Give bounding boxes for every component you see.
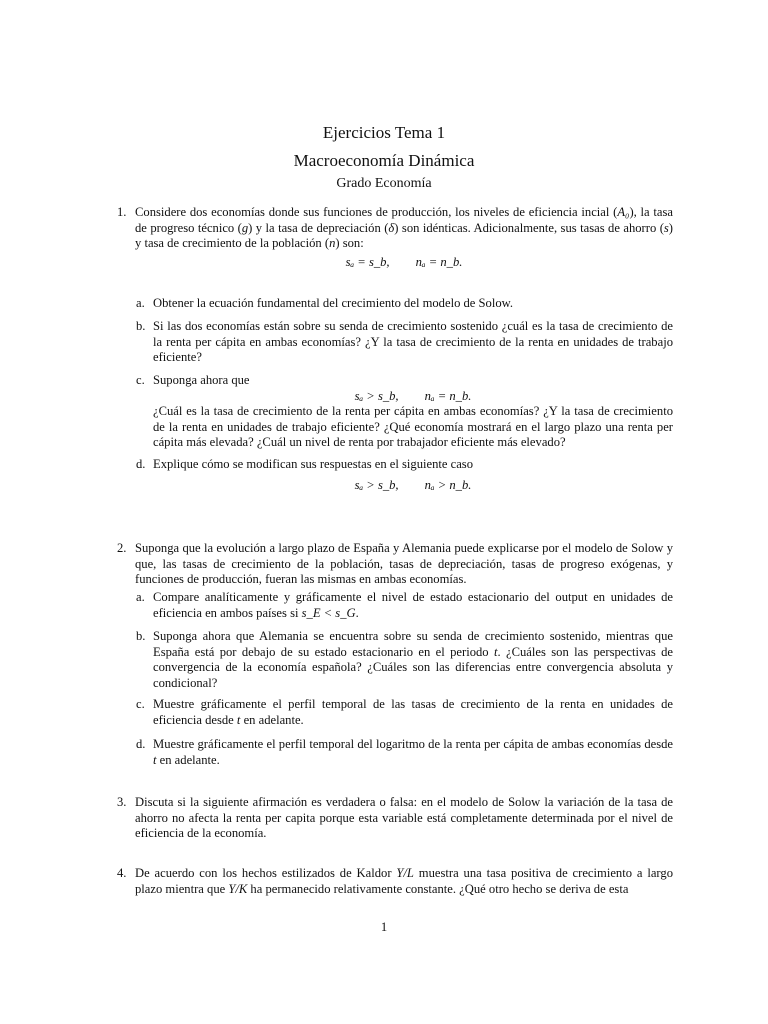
item-text [153, 629, 673, 691]
text-segment: ) son idénticas. Adicionalmente, sus tasas de ahorro ( [394, 220, 664, 235]
question-2a [136, 590, 673, 621]
text-segment: . [355, 605, 359, 620]
equation-part: nₐ > n_b. [424, 477, 472, 492]
math-symbol: Y/K [228, 881, 248, 896]
item-label: c. [136, 373, 145, 387]
text-segment: ha permanecido relativamente constante. ¿Qué otro hecho se deriva de esta [247, 881, 629, 896]
equation [153, 389, 673, 405]
math-symbol: t [493, 644, 498, 659]
question-number: 4. [117, 866, 127, 880]
question-number: 2. [117, 541, 127, 555]
item-body: ¿Cuál es la tasa de crecimiento de la renta per cápita en ambas economías? ¿Y la tasa de crecimiento de la renta en unidades de trabajo eficiente? ¿Qué economía mostrará en el largo plazo una renta per cápita más elevada? ¿Cuál un nivel de renta por trabajador eficiente más elevado? [153, 404, 673, 450]
equation-part: sₐ > s_b, [354, 477, 399, 492]
item-text [153, 697, 673, 728]
item-text [153, 457, 673, 493]
item-label: a. [136, 296, 145, 310]
math-symbol: A₀ [617, 205, 630, 219]
text-segment: ) son: [335, 236, 364, 251]
item-intro: Explique cómo se modifican sus respuestas en el siguiente caso [153, 457, 474, 471]
item-text [153, 590, 673, 621]
page-number: 1 [380, 920, 388, 934]
question-1c [136, 373, 673, 451]
question-text: Suponga que la evolución a largo plazo de España y Alemania puede explicarse por el modelo de Solow y que, las tasas de crecimiento de la población, tasas de depreciación, tasas de progreso exógenas, y funciones de producción, fueran las mismas en ambas economías. [135, 541, 673, 587]
text-segment: ) y tasa de crecimiento de la población ( [135, 220, 673, 251]
question-number: 1. [117, 205, 127, 219]
equation-part: nₐ = n_b. [415, 254, 463, 269]
equation-part: nₐ = n_b. [424, 388, 472, 403]
equation [153, 478, 673, 494]
item-text [153, 373, 673, 451]
item-label: b. [136, 319, 146, 333]
text-segment: Muestre gráficamente el perfil temporal del logaritmo de la renta per cápita de ambas economías desde [153, 737, 673, 751]
question-1a [136, 296, 673, 312]
math-symbol: g [241, 220, 249, 235]
document-title: Ejercicios Tema 1 [322, 123, 446, 142]
question-2d [136, 737, 673, 768]
item-label: c. [136, 697, 145, 711]
item-label: d. [136, 737, 146, 751]
item-text [153, 737, 673, 768]
question-2b [136, 629, 673, 691]
question-text: Discuta si la siguiente afirmación es verdadera o falsa: en el modelo de Solow la variación de la tasa de ahorro no afecta la renta per capita porque esta variable está completamente determinada por el nivel de eficiencia de la economía. [135, 795, 673, 841]
math-symbol: Y/L [396, 866, 414, 880]
question-2c [136, 697, 673, 728]
item-label: d. [136, 457, 146, 471]
equation [135, 255, 673, 271]
question-1d [136, 457, 673, 495]
text-segment: ), la tasa de progreso técnico ( [135, 205, 673, 235]
question-3 [117, 795, 673, 842]
question-text [135, 866, 673, 897]
item-label: b. [136, 629, 146, 643]
question-number: 3. [117, 795, 127, 809]
item-text: Obtener la ecuación fundamental del crecimiento del modelo de Solow. [153, 296, 514, 310]
math-symbol: t [153, 752, 157, 767]
math-symbol: δ [388, 220, 395, 235]
item-intro: Suponga ahora que [153, 373, 250, 387]
text-segment: Compare analíticamente y gráficamente el nivel de estado estacionario del output en unidades de eficiencia en ambos países si [153, 590, 673, 620]
item-label: a. [136, 590, 145, 604]
text-segment: en adelante. [156, 752, 220, 767]
math-symbol: t [236, 712, 241, 727]
text-segment: en adelante. [240, 712, 304, 727]
text-segment: . ¿Cuáles son las perspectivas de convergencia de la economía española? ¿Cuáles son las diferencias entre convergencia absoluta y condicional? [153, 644, 673, 690]
equation-part: sₐ = s_b, [345, 254, 390, 269]
document-subtitle: Macroeconomía Dinámica [293, 151, 475, 170]
math-symbol: n [329, 236, 336, 251]
course-name: Grado Economía [336, 176, 432, 191]
question-4 [117, 866, 673, 897]
text-segment: De acuerdo con los hechos estilizados de Kaldor [135, 866, 397, 880]
text-segment: ) y la tasa de depreciación ( [248, 220, 389, 235]
question-text [135, 205, 673, 270]
text-segment: Considere dos economías donde sus funciones de producción, los niveles de eficiencia incial ( [135, 205, 618, 219]
item-text: Si las dos economías están sobre su senda de crecimiento sostenido ¿cuál es la tasa de crecimiento de la renta per cápita en ambas economías? ¿Y la tasa de crecimiento de la renta en unidades de trabajo eficiente? [153, 319, 673, 365]
text-segment: Muestre gráficamente el perfil temporal de las tasas de crecimiento de la renta en unidades de eficiencia desde [153, 697, 673, 727]
question-2 [117, 541, 673, 588]
text-segment: Suponga ahora que Alemania se encuentra sobre su senda de crecimiento sostenido, mientras que España está por debajo de su estado estacionario en el periodo [153, 629, 673, 659]
question-1b [136, 319, 673, 366]
equation-part: sₐ > s_b, [354, 388, 399, 403]
math-symbol: s [663, 220, 669, 235]
question-1 [117, 205, 673, 272]
text-segment: muestra una tasa positiva de crecimiento a largo plazo mientra que [135, 866, 673, 896]
math-symbol: s_E < s_G [301, 605, 356, 620]
